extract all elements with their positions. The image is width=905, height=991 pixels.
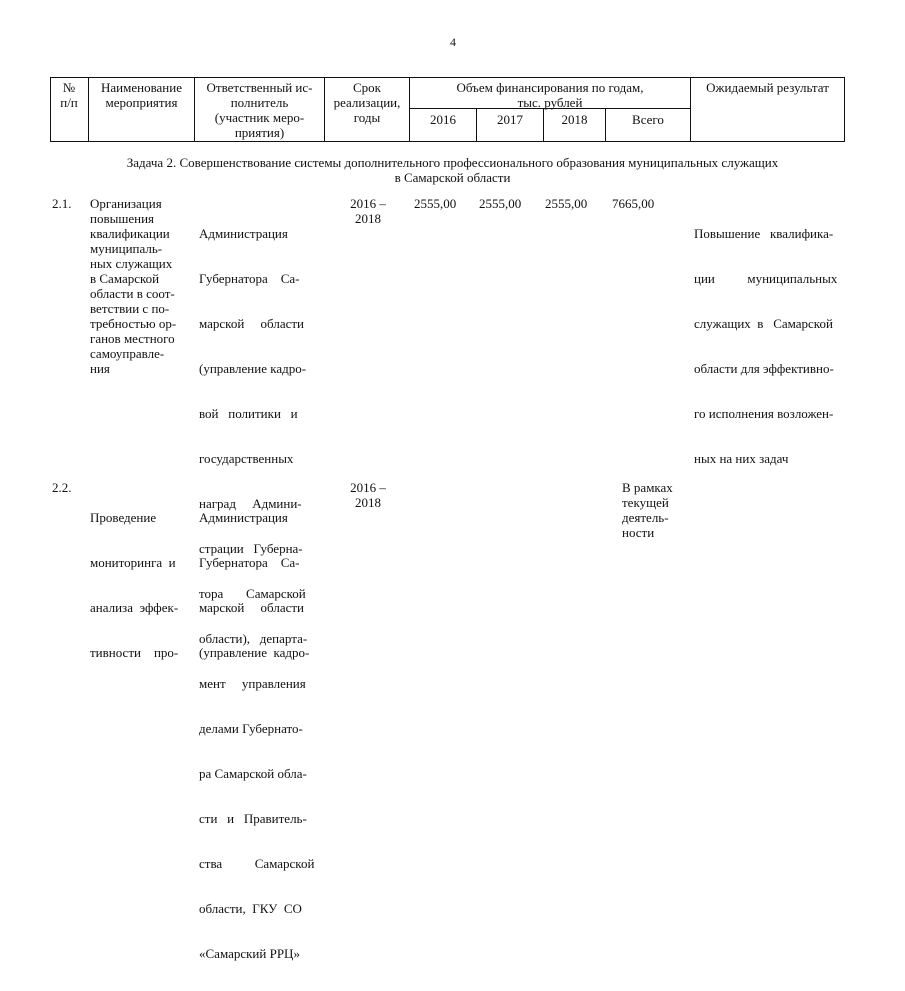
- row-term-line: 2016 –: [350, 196, 386, 211]
- row-result-line: ных на них задач: [694, 451, 789, 466]
- row-resp-line: Администрация: [199, 226, 288, 241]
- header-year-2017: 2017: [497, 112, 523, 127]
- header-term: [325, 80, 409, 125]
- row-name-line: Проведение: [90, 510, 157, 525]
- row-name-line: самоуправле-: [90, 346, 165, 361]
- header-term-line: годы: [353, 110, 381, 125]
- header-resp-line: Ответственный ис-: [206, 80, 313, 95]
- row-resp-line: Администрация: [199, 510, 288, 525]
- header-year-2018: 2018: [561, 112, 588, 127]
- header-total: Всего: [632, 112, 664, 127]
- header-num: [50, 80, 88, 110]
- row-name-line: квалификации: [90, 226, 170, 241]
- row-term: [330, 196, 406, 226]
- header-fin-line: тыс. рублей: [517, 95, 583, 110]
- header-num-line: №: [62, 80, 76, 95]
- row-result: [694, 196, 844, 496]
- row-name-line: ганов местного: [90, 331, 175, 346]
- row-name-line: области в соот-: [90, 286, 175, 301]
- row-note: [622, 480, 688, 540]
- table-bottom-border: [50, 141, 844, 142]
- header-name: [89, 80, 194, 110]
- row-resp-line: вой политики и: [199, 406, 298, 421]
- row-note-line: ности: [622, 525, 655, 540]
- row-resp-line: ра Самарской обла-: [199, 766, 307, 781]
- row-note-line: деятель-: [622, 510, 669, 525]
- row-note-line: текущей: [622, 495, 669, 510]
- row-name-line: в Самарской: [90, 271, 160, 286]
- header-resp-line: полнитель: [230, 95, 289, 110]
- table-top-border: [50, 77, 844, 78]
- row-term-line: 2018: [355, 211, 381, 226]
- task-heading-line: в Самарской области: [394, 170, 511, 185]
- row-resp-line: «Самарский РРЦ»: [199, 946, 300, 961]
- row-value-total: 7665,00: [612, 196, 655, 211]
- row-resp-line: Губернатора Са-: [199, 555, 300, 570]
- row-name-line: повышения: [90, 211, 155, 226]
- row-resp-line: области, ГКУ СО: [199, 901, 302, 916]
- row-resp-line: области), департа-: [199, 631, 308, 646]
- row-responsible: [199, 480, 323, 690]
- row-number: 2.2.: [52, 480, 72, 495]
- row-name-line: Организация: [90, 196, 162, 211]
- row-resp-line: (управление кадро-: [199, 361, 307, 376]
- row-term-line: 2016 –: [350, 480, 386, 495]
- row-resp-line: (управление кадро-: [199, 645, 310, 660]
- row-name-line: ния: [90, 361, 110, 376]
- row-term-line: 2018: [355, 495, 381, 510]
- header-term-line: Срок: [353, 80, 381, 95]
- row-name: [90, 196, 192, 376]
- header-resp-line: приятия): [234, 125, 285, 140]
- row-result-line: области для эффективно-: [694, 361, 834, 376]
- row-result-line: Повышение квалифика-: [694, 226, 834, 241]
- row-value-2018: 2555,00: [545, 196, 588, 211]
- row-value-2016: 2555,00: [414, 196, 457, 211]
- header-responsible: [195, 80, 324, 140]
- page-number: 4: [450, 35, 456, 49]
- row-result-line: служащих в Самарской: [694, 316, 833, 331]
- header-year-2016: 2016: [430, 112, 456, 127]
- row-resp-line: государственных: [199, 451, 294, 466]
- row-result-line: го исполнения возложен-: [694, 406, 834, 421]
- row-name-line: тивности про-: [90, 645, 179, 660]
- row-name-line: анализа эффек-: [90, 600, 179, 615]
- header-name-line: мероприятия: [105, 95, 178, 110]
- row-resp-line: страции Губерна-: [199, 541, 303, 556]
- row-name-line: требностью ор-: [90, 316, 177, 331]
- row-resp-line: тора Самарской: [199, 586, 306, 601]
- row-result-line: ции муниципальных: [694, 271, 838, 286]
- task-heading: [60, 155, 845, 185]
- header-num-line: п/п: [60, 95, 78, 110]
- row-name-line: муниципаль-: [90, 241, 163, 256]
- row-resp-line: Губернатора Са-: [199, 271, 300, 286]
- row-name-line: мониторинга и: [90, 555, 176, 570]
- row-name-line: ветствии с по-: [90, 301, 170, 316]
- row-resp-line: марской области: [199, 316, 304, 331]
- row-value-2017: 2555,00: [479, 196, 522, 211]
- row-term: [330, 480, 406, 510]
- row-resp-line: мент управления: [199, 676, 306, 691]
- row-resp-line: марской области: [199, 600, 304, 615]
- header-name-line: Наименование: [101, 80, 182, 95]
- row-resp-line: ства Самарской: [199, 856, 315, 871]
- table-right-border: [844, 77, 845, 142]
- header-financing: [410, 80, 690, 110]
- row-note-line: В рамках: [622, 480, 673, 495]
- header-fin-line: Объем финансирования по годам,: [456, 80, 644, 95]
- row-resp-line: делами Губернато-: [199, 721, 303, 736]
- row-resp-line: наград Админи-: [199, 496, 302, 511]
- row-name: [90, 480, 194, 690]
- header-result: Ожидаемый результат: [706, 80, 829, 95]
- row-name-line: ных служащих: [90, 256, 173, 271]
- row-resp-line: сти и Правитель-: [199, 811, 307, 826]
- task-heading-line: Задача 2. Совершенствование системы дополнительного профессионального образования муниципальных служащих: [126, 155, 779, 170]
- header-term-line: реализации,: [333, 95, 401, 110]
- header-resp-line: (участник меро-: [214, 110, 305, 125]
- row-number: 2.1.: [52, 196, 72, 211]
